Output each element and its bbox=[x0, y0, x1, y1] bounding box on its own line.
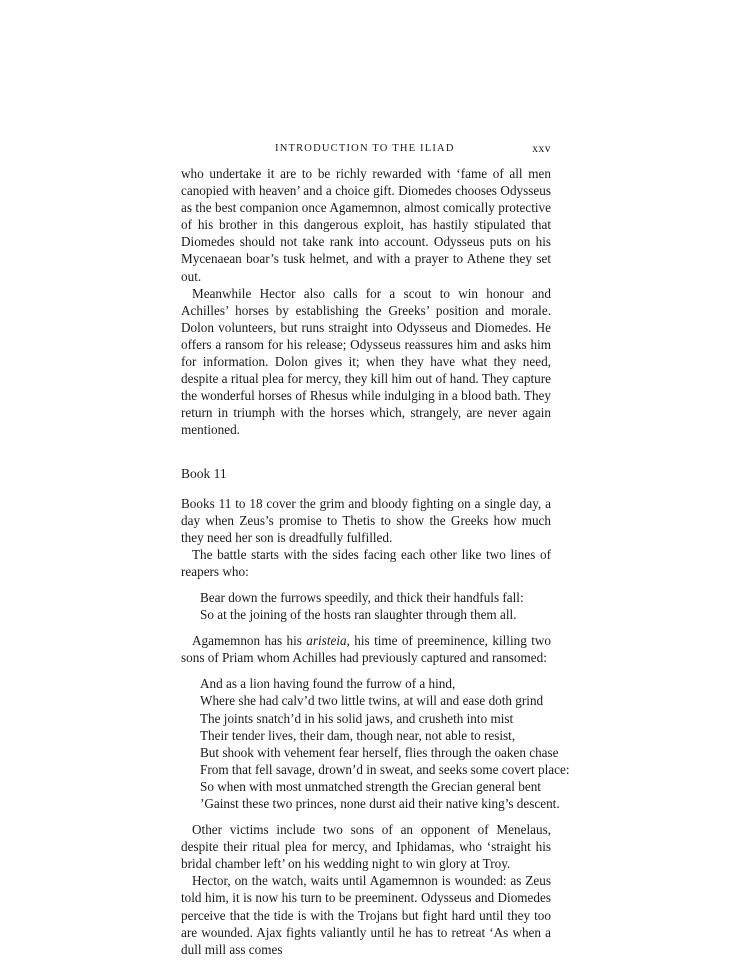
verse-line: And as a lion having found the furrow of a hind, bbox=[200, 676, 456, 692]
paragraph-7: Hector, on the watch, waits until Agamemnon is wounded: as Zeus told him, it is now his turn to be preeminent. Odysseus and Diomedes perceive that the tide is with the Trojans but fight hard until they too are wounded. Ajax fights valiantly until he has to retreat ‘As when a dull mill ass comes bbox=[181, 873, 551, 957]
verse-quote-1 bbox=[200, 589, 551, 623]
paragraph-1: who undertake it are to be richly rewarded with ‘fame of all men canopied with heaven’ and a choice gift. Diomedes chooses Odysseus as the best companion once Agamemnon, almost comically protective of his brother in this dangerous exploit, has hastily stipulated that Diomedes should not take rank into account. Odysseus puts on his Mycenaean boar’s tusk helmet, and with a prayer to Athene they set out. bbox=[181, 166, 551, 284]
verse-line: The joints snatch’d in his solid jaws, and crusheth into mist bbox=[200, 710, 514, 726]
verse-line: So when with most unmatched strength the Grecian general bent bbox=[200, 778, 541, 794]
paragraph-6: Other victims include two sons of an opponent of Menelaus, despite their ritual plea for mercy, and Iphidamas, who ‘straight his bridal chamber left’ on his wedding night to win glory at Troy. bbox=[181, 822, 551, 872]
running-head-title: INTRODUCTION TO THE ILIAD bbox=[275, 143, 455, 154]
paragraph-5 bbox=[181, 632, 551, 666]
verse-line: Their tender lives, their dam, though near, not able to resist, bbox=[200, 727, 516, 743]
verse-line: Bear down the furrows speedily, and thick their handfuls fall: bbox=[200, 589, 524, 605]
italic-term: aristeia bbox=[306, 633, 347, 649]
paragraph-4: The battle starts with the sides facing each other like two lines of reapers who: bbox=[181, 546, 551, 579]
running-head bbox=[181, 143, 551, 161]
paragraph-3: Books 11 to 18 cover the grim and bloody fighting on a single day, a day when Zeus’s promise to Thetis to show the Greeks how much they need her son is dreadfully fulfilled. bbox=[181, 495, 551, 545]
verse-line: Where she had calv’d two little twins, at will and ease doth grind bbox=[200, 693, 544, 709]
verse-line: So at the joining of the hosts ran slaughter through them all. bbox=[200, 607, 517, 623]
verse-quote-2 bbox=[200, 675, 570, 812]
paragraph-5-text-a: Agamemnon has his bbox=[192, 633, 307, 649]
section-heading: Book 11 bbox=[181, 465, 227, 481]
paragraph-5-text-b: , his time of preeminence, killing two sons of Priam whom Achilles had previously captured and ransomed: bbox=[181, 633, 551, 666]
verse-line: ’Gainst these two princes, none durst aid their native king’s descent. bbox=[200, 796, 560, 811]
paragraph-2: Meanwhile Hector also calls for a scout to win honour and Achilles’ horses by establishing the Greeks’ position and morale. Dolon volunteers, but runs straight into Odysseus and Diomedes. He offers a ransom for his release; Odysseus reassures him and asks him for information. Dolon gives it; when they have what they need, despite a ritual plea for mercy, they kill him out of hand. They capture the wonderful horses of Rhesus while indulging in a blood bath. They return in triumph with the horses which, strangely, are never again mentioned. bbox=[181, 285, 551, 438]
book-page bbox=[181, 143, 570, 958]
page-number: xxv bbox=[532, 143, 551, 155]
verse-line: From that fell savage, drown’d in sweat, and seeks some covert place: bbox=[200, 761, 570, 777]
verse-line: But shook with vehement fear herself, flies through the oaken chase bbox=[200, 744, 559, 760]
